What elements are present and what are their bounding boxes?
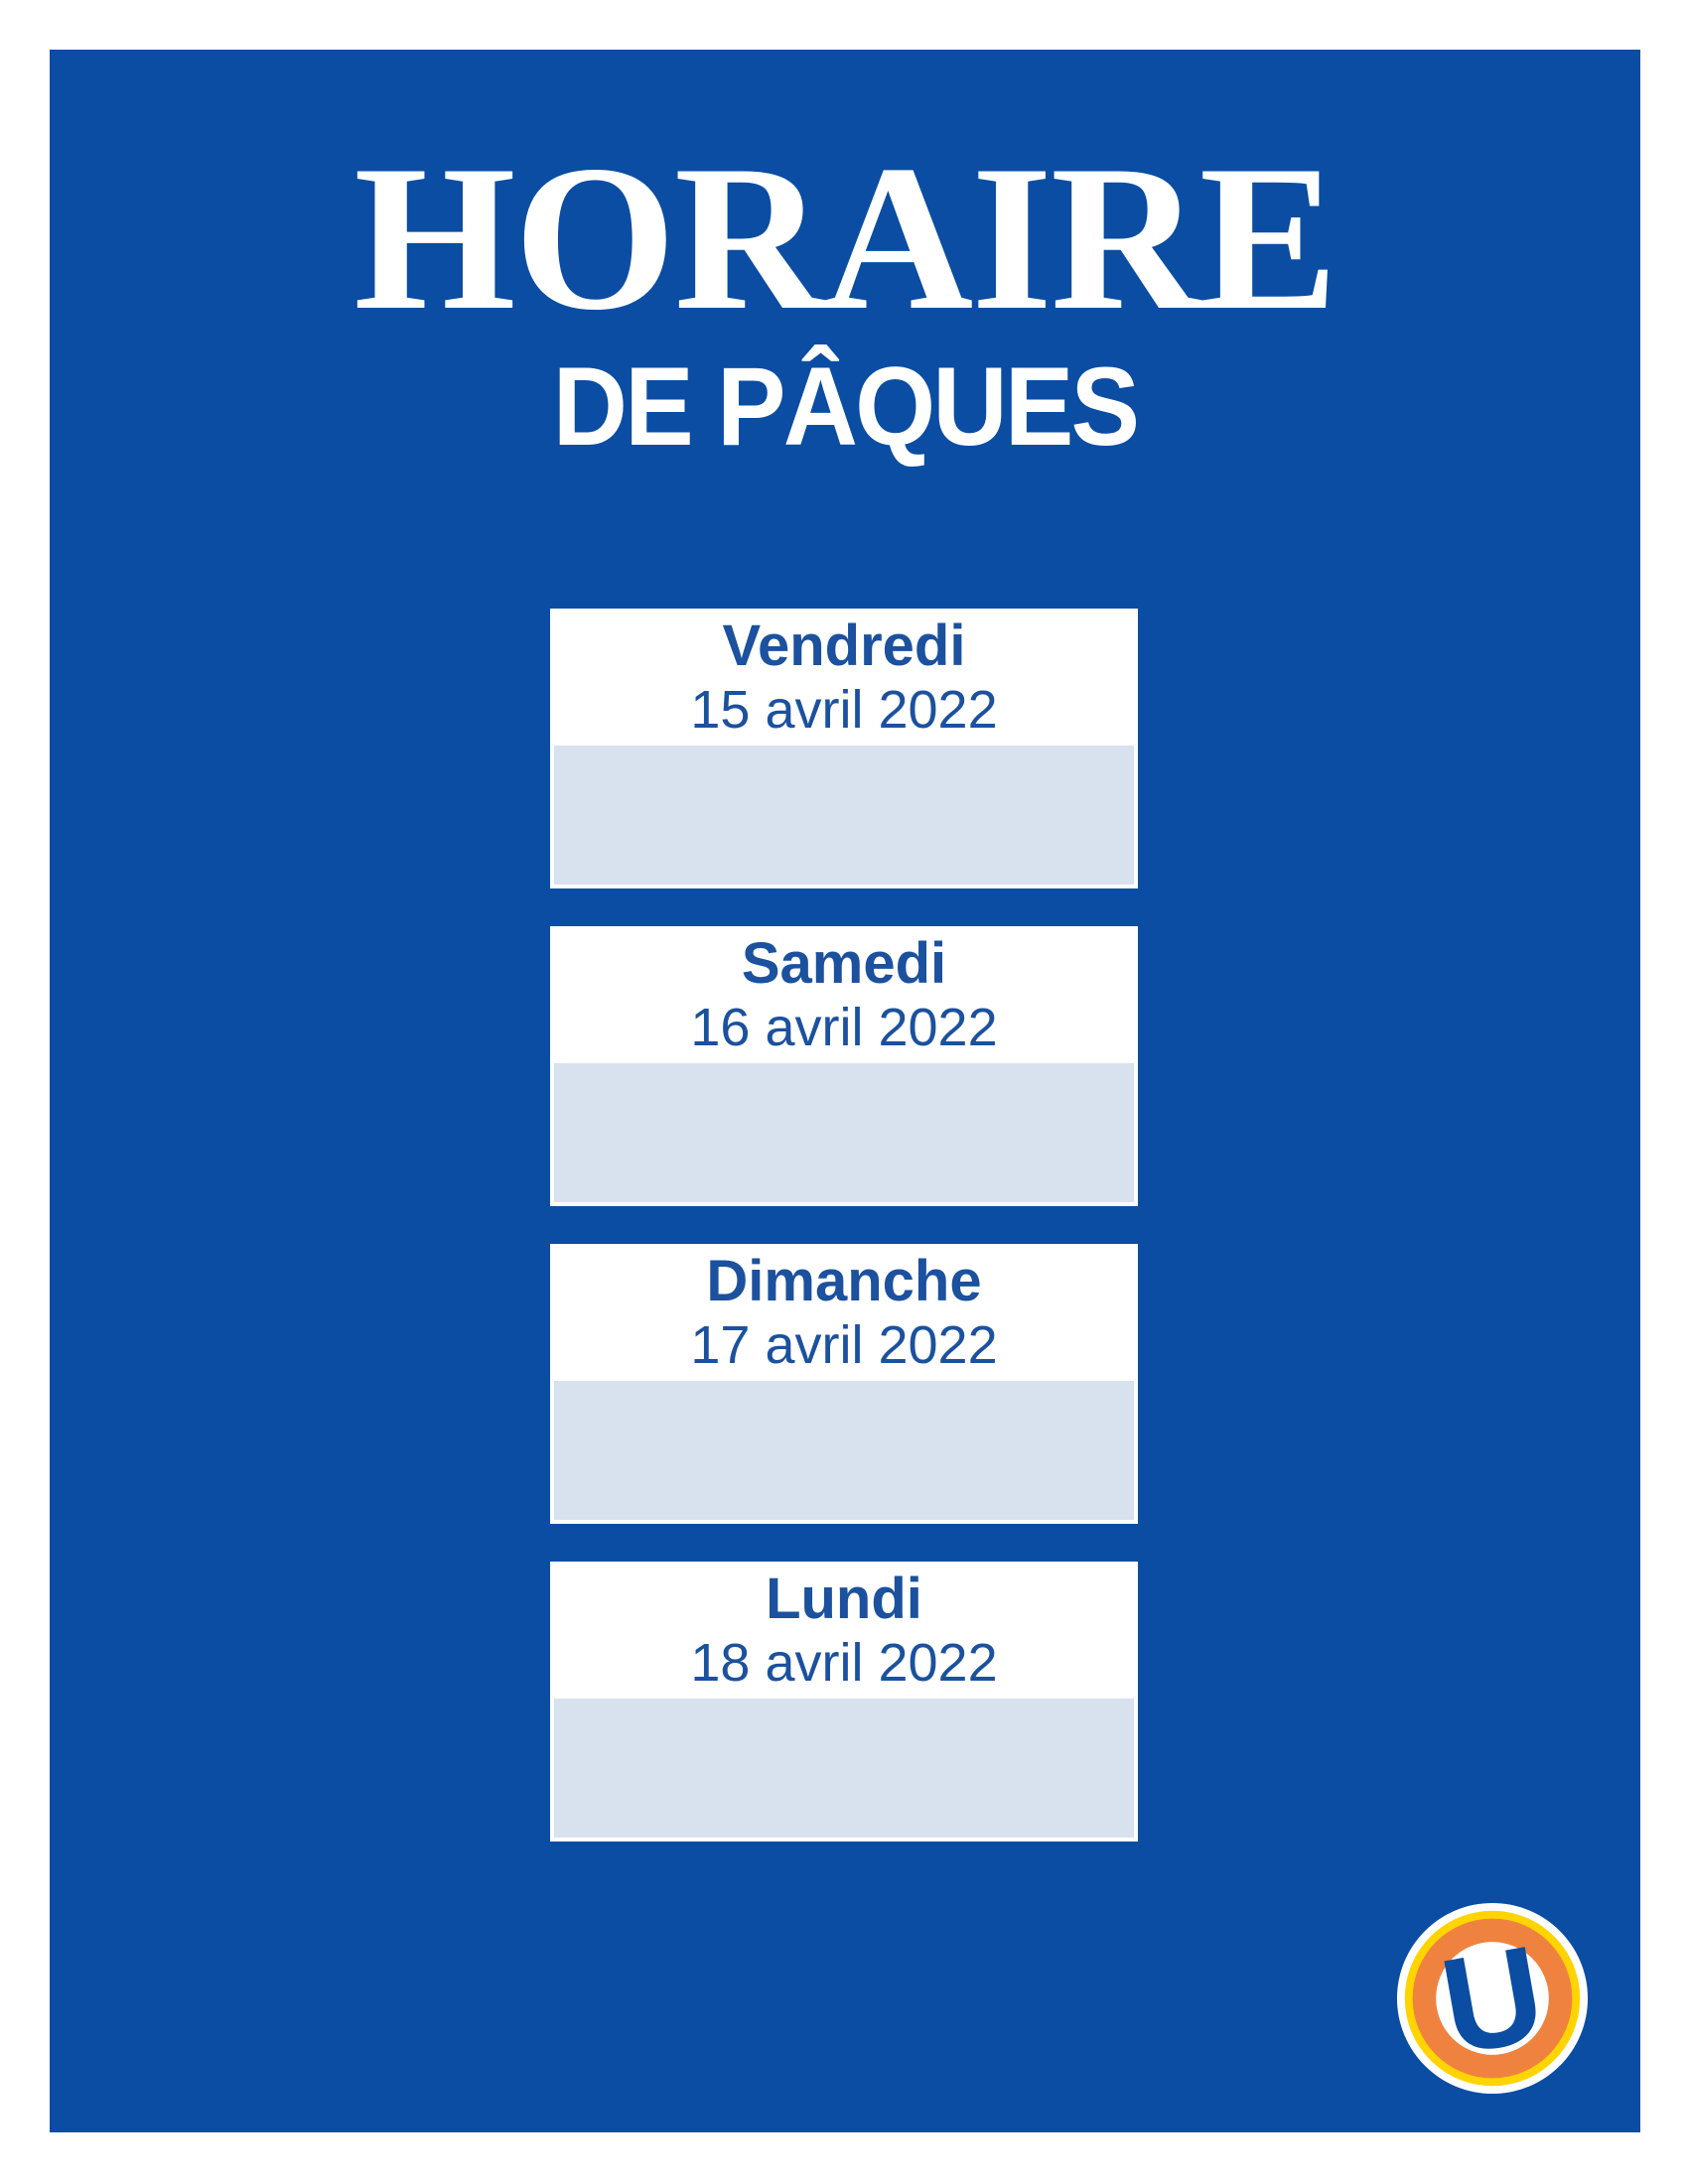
schedule-slot: [554, 1063, 1134, 1202]
day-name: Vendredi: [722, 613, 966, 678]
day-name: Dimanche: [706, 1248, 982, 1313]
poster-subtitle: DE PÂQUES: [552, 344, 1138, 469]
day-date: 16 avril 2022: [690, 997, 998, 1057]
day-card-header: [554, 926, 1134, 1063]
u-logo-mark: [1395, 1901, 1590, 2096]
day-card-header: [554, 1562, 1134, 1699]
magasins-u-logo: [1395, 1901, 1590, 2096]
schedule-slot: [554, 746, 1134, 885]
day-card-header: [554, 1244, 1134, 1381]
logo-u-letter: U: [1431, 1917, 1555, 2085]
day-card-samedi: [550, 926, 1138, 1206]
blue-panel: [50, 50, 1640, 2132]
day-name: Samedi: [741, 930, 947, 996]
day-date: 18 avril 2022: [690, 1632, 998, 1693]
poster-title: HORAIRE: [353, 123, 1336, 353]
schedule-slot: [554, 1381, 1134, 1520]
day-card-vendredi: [550, 609, 1138, 888]
day-card-header: [554, 609, 1134, 746]
day-date: 17 avril 2022: [690, 1314, 998, 1375]
day-date: 15 avril 2022: [690, 679, 998, 740]
day-name: Lundi: [766, 1566, 922, 1631]
day-card-dimanche: [550, 1244, 1138, 1524]
schedule-slot: [554, 1699, 1134, 1838]
day-card-lundi: [550, 1562, 1138, 1842]
